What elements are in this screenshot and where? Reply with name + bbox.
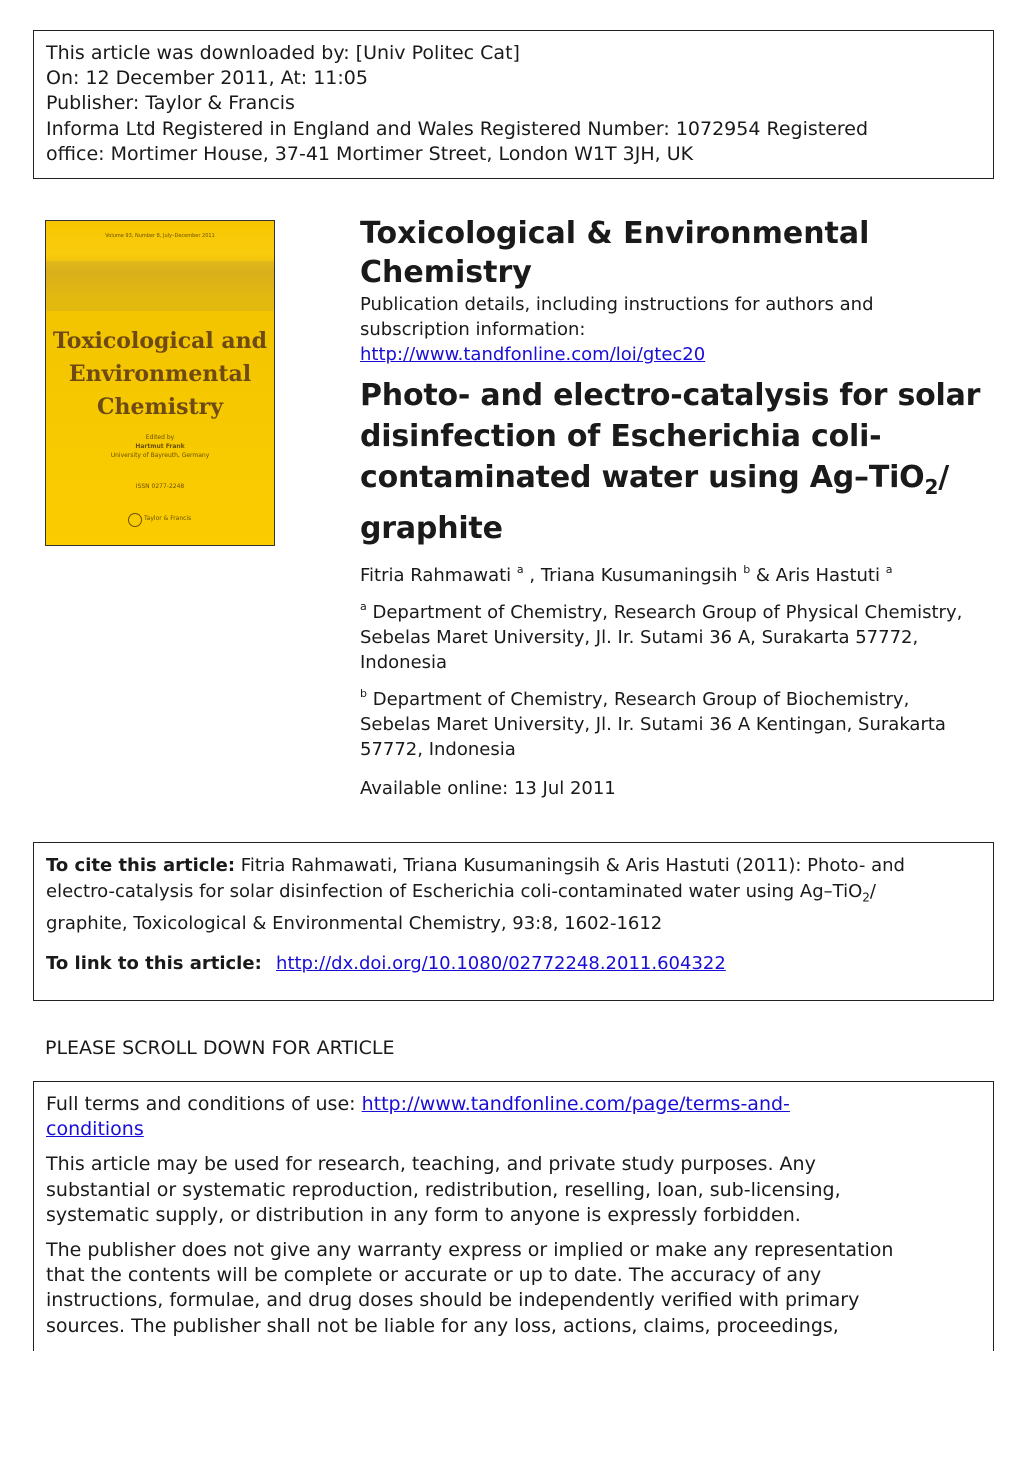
cover-issn: ISSN 0277-2248 [135, 483, 185, 490]
affiliation-b [360, 681, 990, 762]
affil-marker: a [360, 600, 367, 613]
article-link-line [46, 951, 981, 977]
download-notice-line: Publisher: Taylor & Francis [46, 92, 295, 115]
article-title-line: graphite [360, 511, 503, 546]
terms-line: The publisher does not give any warranty express or implied or make any representation [46, 1239, 894, 1262]
terms-line: This article may be used for research, teaching, and private study purposes. Any [46, 1153, 816, 1176]
terms-box [33, 1081, 994, 1351]
citation-line: / [869, 881, 876, 902]
terms-intro-text: Full terms and conditions of use: [46, 1093, 362, 1115]
cover-title-line: Toxicological and [52, 328, 268, 354]
terms-line: substantial or systematic reproduction, redistribution, reselling, loan, sub-licensing, [46, 1178, 841, 1201]
citation-text [46, 853, 981, 937]
cover-editor [46, 433, 274, 491]
journal-cover-image [45, 220, 275, 546]
article-link-label: To link to this article: [46, 952, 269, 974]
journal-title-line: Chemistry [360, 255, 532, 290]
affil-text: Department of Chemistry, Research Group of Physical Chemistry, [366, 602, 963, 623]
cover-editor-affil: University of Bayreuth, Germany [110, 452, 210, 459]
citation-subscript: 2 [862, 890, 870, 905]
author-affil-marker: a [885, 563, 893, 576]
terms-paragraph [46, 1238, 981, 1339]
title-subscript: 2 [924, 475, 939, 499]
journal-title-line: Toxicological & Environmental [360, 216, 870, 251]
cover-edited-by: Edited by [145, 434, 175, 441]
citation-line: electro-catalysis for solar disinfection of Escherichia coli-contaminated water using Ag–TiO [46, 881, 863, 902]
terms-link-part: conditions [46, 1118, 144, 1141]
terms-intro [46, 1092, 981, 1142]
citation-box [33, 842, 994, 1001]
author-affil-marker: b [743, 563, 751, 576]
cover-editor-name: Hartmut Frank [135, 443, 185, 450]
article-title [360, 375, 990, 549]
article-title-line [360, 457, 990, 508]
author-name: , Triana Kusumaningsih [523, 565, 738, 586]
pub-details-line: subscription information: [360, 319, 586, 340]
download-notice-box [33, 30, 994, 179]
affil-text: Indonesia [360, 652, 448, 673]
citation-line: Fitria Rahmawati, Triana Kusumaningsih & Aris Hastuti (2011): Photo- and [235, 855, 905, 876]
title-text: contaminated water using Ag–TiO [360, 460, 925, 495]
terms-paragraph [46, 1152, 981, 1228]
article-title-line: disinfection of Escherichia coli- [360, 419, 882, 454]
affil-marker: b [360, 687, 367, 700]
affil-text: Sebelas Maret University, Jl. Ir. Sutami 36 A, Surakarta 57772, [360, 627, 919, 648]
journal-url-link[interactable]: http://www.tandfonline.com/loi/gtec20 [360, 344, 706, 365]
affil-text: Sebelas Maret University, Jl. Ir. Sutami 36 A Kentingan, Surakarta [360, 714, 946, 735]
title-text: / [938, 460, 949, 495]
terms-line: instructions, formulae, and drug doses should be independently verified with primary [46, 1289, 860, 1312]
pub-details-line: Publication details, including instructions for authors and [360, 294, 874, 315]
citation-label: To cite this article: [46, 855, 236, 876]
affil-text: 57772, Indonesia [360, 739, 516, 760]
affil-text: Department of Chemistry, Research Group of Biochemistry, [366, 689, 910, 710]
cover-title-line: Environmental [68, 361, 252, 387]
article-title-line: Photo- and electro-catalysis for solar [360, 378, 981, 413]
cover-band [46, 261, 274, 311]
download-notice-line: This article was downloaded by: [Univ Politec Cat] [46, 42, 520, 64]
citation-line: graphite, Toxicological & Environmental Chemistry, 93:8, 1602-1612 [46, 912, 663, 934]
author-affil-marker: a [516, 563, 524, 576]
cover-title-line: Chemistry [96, 394, 224, 420]
download-notice-line: office: Mortimer House, 37-41 Mortimer Street, London W1T 3JH, UK [46, 142, 694, 165]
publication-details [360, 292, 990, 367]
terms-line: that the contents will be complete or accurate or up to date. The accuracy of any [46, 1264, 822, 1287]
authors-line [360, 557, 990, 588]
terms-line: systematic supply, or distribution in any form to anyone is expressly forbidden. [46, 1203, 801, 1226]
download-notice-line: Informa Ltd Registered in England and Wales Registered Number: 1072954 Registered [46, 117, 869, 140]
author-name: & Aris Hastuti [750, 565, 880, 586]
affiliation-a [360, 594, 990, 675]
cover-volume-text: Volume 93, Number 8, July–December 2011 [105, 233, 215, 239]
scroll-down-note: PLEASE SCROLL DOWN FOR ARTICLE [45, 1037, 395, 1059]
doi-link[interactable]: http://dx.doi.org/10.1080/02772248.2011.604322 [276, 952, 726, 974]
author-name: Fitria Rahmawati [360, 565, 512, 586]
publisher-logo-icon [128, 513, 142, 527]
download-notice-line: On: 12 December 2011, At: 11:05 [46, 67, 368, 90]
available-online: Available online: 13 Jul 2011 [360, 778, 616, 799]
journal-title [360, 214, 990, 292]
terms-line: sources. The publisher shall not be liable for any loss, actions, claims, proceedings, [46, 1314, 839, 1337]
cover-publisher-text: Taylor & Francis [144, 515, 192, 522]
article-info [360, 214, 990, 801]
cover-title [46, 325, 274, 424]
terms-link-part: http://www.tandfonline.com/page/terms-and- [361, 1093, 790, 1115]
